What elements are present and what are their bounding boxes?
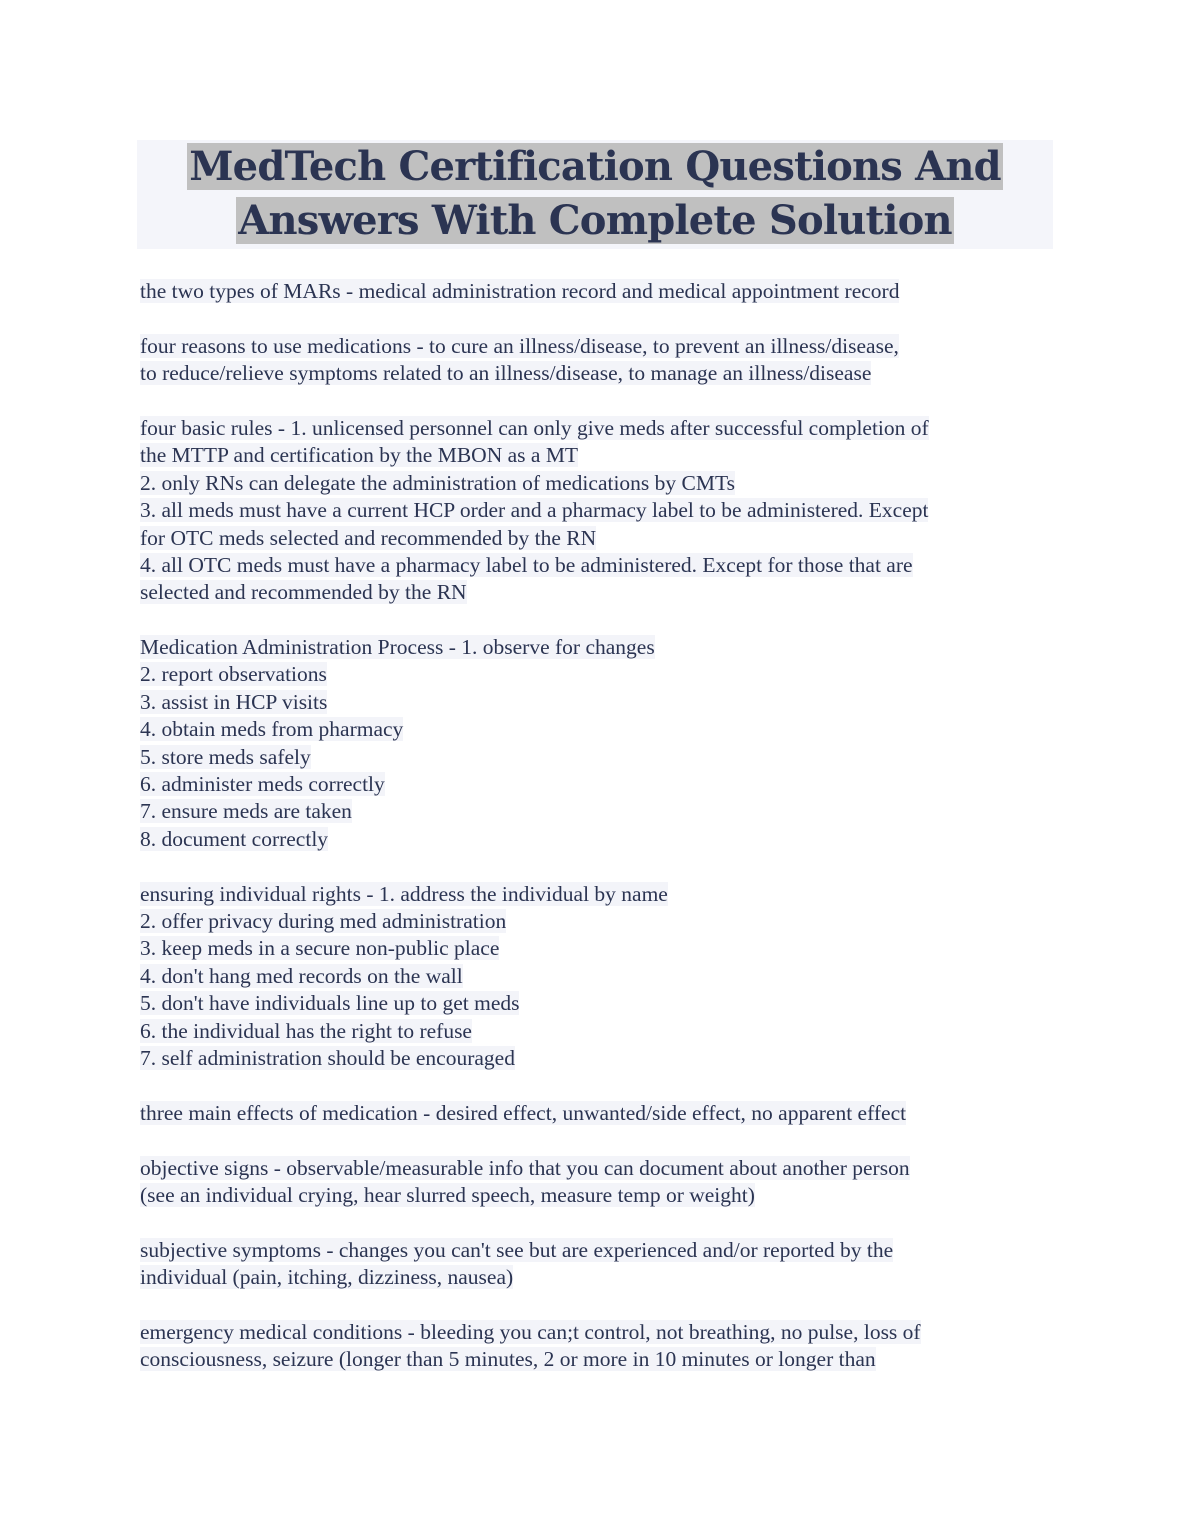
text-line: Medication Administration Process - 1. observe for changes <box>140 635 655 660</box>
text-line: 7. ensure meds are taken <box>140 799 352 824</box>
title-line: MedTech Certification Questions And <box>189 143 1001 190</box>
qa-entry-subjective-symptoms <box>140 1237 1070 1292</box>
qa-entry-objective-signs <box>140 1155 1070 1210</box>
text-line: to reduce/relieve symptoms related to an illness/disease, to manage an illness/disease <box>140 361 872 386</box>
qa-entry-individual-rights <box>140 881 1070 1073</box>
qa-entry-reasons <box>140 333 1070 388</box>
text-line: objective signs - observable/measurable info that you can document about another person <box>140 1155 910 1180</box>
text-line: 2. offer privacy during med administration <box>140 908 507 933</box>
text-line: 6. administer meds correctly <box>140 772 385 797</box>
text-line: 4. don't hang med records on the wall <box>140 963 463 988</box>
text-line: three main effects of medication - desired effect, unwanted/side effect, no apparent effect <box>140 1100 907 1125</box>
text-line: for OTC meds selected and recommended by the RN <box>140 525 597 550</box>
text-line: 3. assist in HCP visits <box>140 689 328 714</box>
text-line: (see an individual crying, hear slurred speech, measure temp or weight) <box>140 1182 755 1207</box>
text-line: emergency medical conditions - bleeding you can;t control, not breathing, no pulse, loss of <box>140 1319 921 1344</box>
text-line: the MTTP and certification by the MBON as a MT <box>140 443 579 468</box>
text-line: 2. only RNs can delegate the administration of medications by CMTs <box>140 470 736 495</box>
text-line: 6. the individual has the right to refuse <box>140 1018 472 1043</box>
text-line: 3. keep meds in a secure non-public place <box>140 936 500 961</box>
text-line: 5. store meds safely <box>140 744 311 769</box>
document-body <box>140 278 1070 1401</box>
title-line: Answers With Complete Solution <box>238 197 952 244</box>
text-line: 8. document correctly <box>140 826 329 851</box>
text-line: 3. all meds must have a current HCP order and a pharmacy label to be administered. Except <box>140 498 929 523</box>
qa-entry-administration-process <box>140 634 1070 853</box>
text-line: 5. don't have individuals line up to get meds <box>140 991 520 1016</box>
text-line: selected and recommended by the RN <box>140 580 467 605</box>
text-line: 4. obtain meds from pharmacy <box>140 717 404 742</box>
text-line: 2. report observations <box>140 662 327 687</box>
text-line: 7. self administration should be encouraged <box>140 1045 515 1070</box>
page-title <box>137 140 1053 249</box>
text-line: four basic rules - 1. unlicensed personnel can only give meds after successful completion of <box>140 415 929 440</box>
text-line: subjective symptoms - changes you can't see but are experienced and/or reported by the <box>140 1237 894 1262</box>
qa-entry-emergency-conditions <box>140 1319 1070 1374</box>
text-line: the two types of MARs - medical administration record and medical appointment record <box>140 279 900 303</box>
qa-entry-basic-rules <box>140 415 1070 607</box>
text-line: individual (pain, itching, dizziness, nausea) <box>140 1265 514 1290</box>
text-line: four reasons to use medications - to cure an illness/disease, to prevent an illness/disease, <box>140 333 899 358</box>
qa-entry-mars <box>140 278 1070 305</box>
text-line: 4. all OTC meds must have a pharmacy label to be administered. Except for those that are <box>140 552 913 577</box>
text-line: consciousness, seizure (longer than 5 minutes, 2 or more in 10 minutes or longer than <box>140 1347 876 1372</box>
qa-entry-main-effects <box>140 1100 1070 1127</box>
text-line: ensuring individual rights - 1. address the individual by name <box>140 881 668 906</box>
